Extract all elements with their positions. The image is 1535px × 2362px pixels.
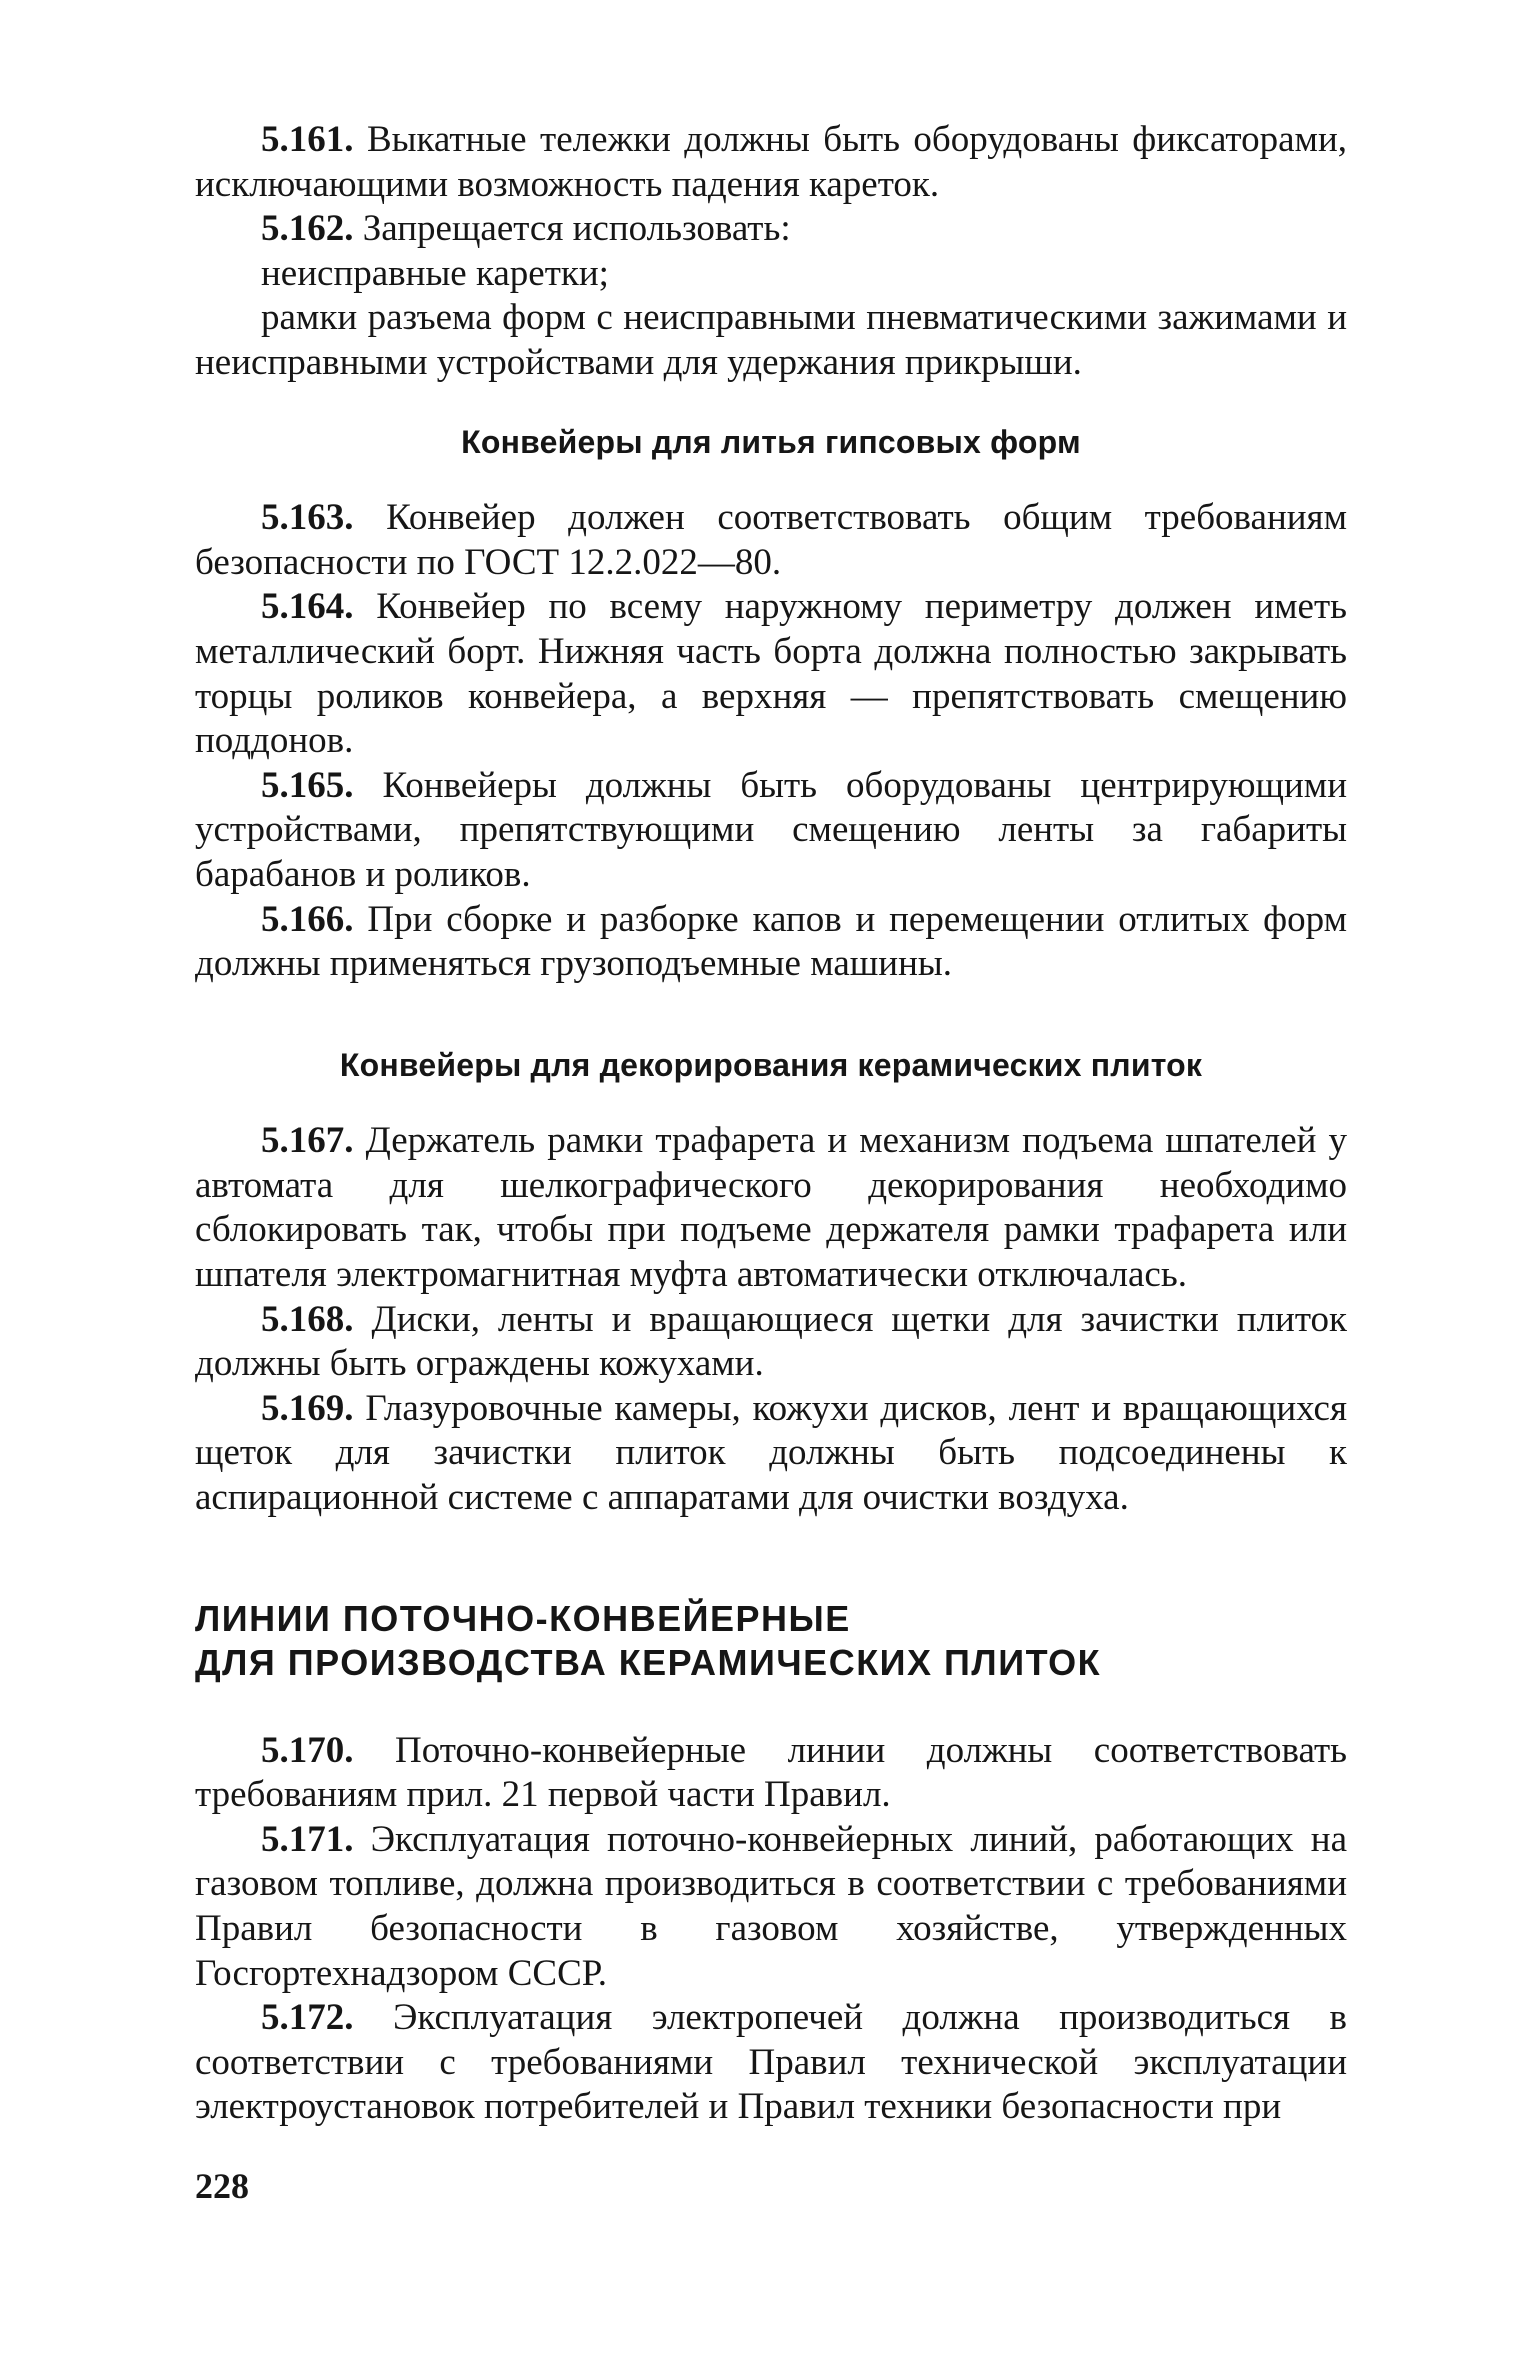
subheading-ceramic-conveyors: Конвейеры для декорирования керамических плиток xyxy=(339,1046,1203,1083)
paragraph-5-162-item-1 xyxy=(195,252,1347,297)
paragraph-5-168 xyxy=(195,1298,1347,1387)
clause-text: Глазуровочные камеры, кожухи дисков, лент и вращающихся щеток для зачистки плиток должны быть подсоединены к аспирационной системе с аппаратами для очистки воздуха. xyxy=(195,1387,1348,1519)
paragraph-5-169 xyxy=(195,1387,1347,1521)
clause-text: Держатель рамки трафарета и механизм подъема шпателей у автомата для шелкографического декорирования необходимо сблокировать так, чтобы при подъеме держателя рамки трафарета или шпателя электромагнитная муфта автоматически отключалась. xyxy=(195,1120,1348,1296)
paragraph-5-172 xyxy=(195,1996,1347,2130)
clause-number: 5.163. xyxy=(261,497,354,539)
paragraph-5-163 xyxy=(195,496,1347,585)
paragraph-5-165 xyxy=(195,764,1347,898)
clause-number: 5.167. xyxy=(261,1120,354,1162)
paragraph-5-167 xyxy=(195,1119,1347,1297)
paragraph-5-162 xyxy=(195,207,1347,252)
clause-number: 5.172. xyxy=(261,1997,354,2039)
clause-text: Конвейер должен соответствовать общим требованиям безопасности по ГОСТ 12.2.022—80. xyxy=(195,497,1347,583)
list-item-text: рамки разъема форм с неисправными пневматическими зажимами и неисправными устройствами для удержания прикрыши. xyxy=(195,297,1347,383)
clause-number: 5.171. xyxy=(261,1818,354,1860)
clause-number: 5.165. xyxy=(261,764,354,806)
section-title-line-1: ЛИНИИ ПОТОЧНО-КОНВЕЙЕРНЫЕ xyxy=(195,1597,851,1639)
paragraph-5-162-item-2 xyxy=(195,296,1347,385)
clause-number: 5.169. xyxy=(261,1387,354,1429)
list-item-text: неисправные каретки; xyxy=(261,252,609,294)
clause-text: Выкатные тележки должны быть оборудованы фиксаторами, исключающими возможность падения кареток. xyxy=(195,119,1347,205)
clause-text: Конвейеры должны быть оборудованы центрирующими устройствами, препятствующими смещению ленты за габариты барабанов и роликов. xyxy=(195,764,1347,895)
section-title xyxy=(195,1597,1347,1685)
clause-number: 5.166. xyxy=(261,898,354,940)
paragraph-5-171 xyxy=(195,1818,1347,1996)
clause-number: 5.170. xyxy=(261,1729,354,1771)
clause-number: 5.164. xyxy=(261,586,354,628)
clause-number: 5.161. xyxy=(261,119,354,160)
clause-number: 5.162. xyxy=(261,208,354,250)
paragraph-5-164 xyxy=(195,585,1347,763)
page-number: 228 xyxy=(195,2165,249,2206)
subheading-gypsum-conveyors: Конвейеры для литья гипсовых форм xyxy=(461,423,1081,460)
clause-text: Эксплуатация электропечей должна производиться в соответствии с требованиями Правил технической эксплуатации электроустановок потребителей и Правил техники безопасности при xyxy=(195,1997,1348,2128)
clause-text: Поточно-конвейерные линии должны соответствовать требованиям прил. 21 первой части Правил. xyxy=(195,1729,1347,1816)
section-title-line-2: ДЛЯ ПРОИЗВОДСТВА КЕРАМИЧЕСКИХ ПЛИТОК xyxy=(195,1641,1102,1683)
paragraph-5-170 xyxy=(195,1729,1347,1818)
clause-text: Запрещается использовать: xyxy=(362,208,791,250)
paragraph-5-166 xyxy=(195,898,1347,987)
clause-number: 5.168. xyxy=(261,1298,354,1340)
paragraph-5-161 xyxy=(195,118,1347,207)
clause-text: Диски, ленты и вращающиеся щетки для зачистки плиток должны быть ограждены кожухами. xyxy=(195,1298,1347,1385)
clause-text: При сборке и разборке капов и перемещении отлитых форм должны применяться грузоподъемные машины. xyxy=(195,898,1347,985)
clause-text: Эксплуатация поточно-конвейерных линий, работающих на газовом топливе, должна производиться в соответствии с требованиями Правил безопасности в газовом хозяйстве, утвержденных Госгортехнадзором СССР. xyxy=(195,1818,1347,1994)
document-page xyxy=(195,118,1347,2209)
clause-text: Конвейер по всему наружному периметру должен иметь металлический борт. Нижняя часть борта должна полностью закрывать торцы роликов конвейера, а верхняя — препятствовать смещению поддонов. xyxy=(195,586,1347,762)
